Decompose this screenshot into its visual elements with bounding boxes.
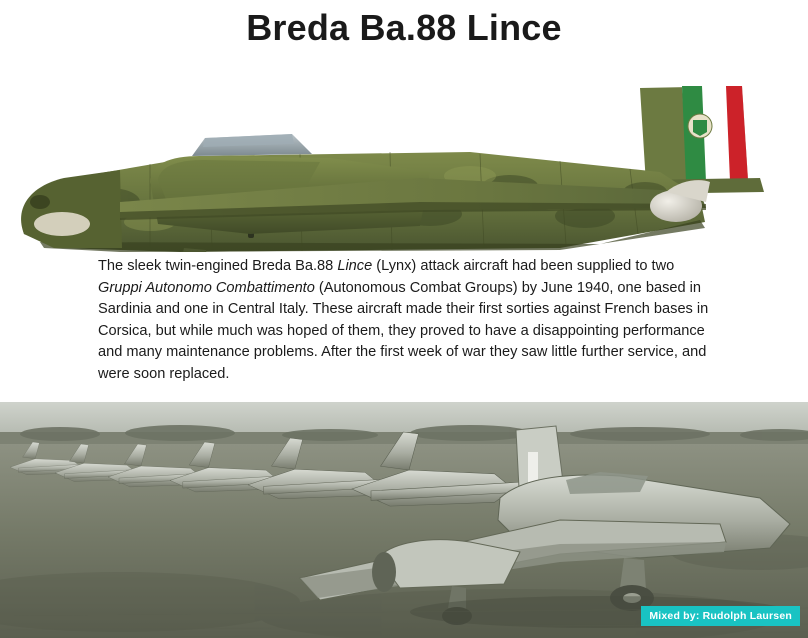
body-segment-2-italic: Lince (337, 258, 373, 274)
aircraft-illustration-svg (0, 52, 808, 252)
aircraft-illustration (0, 52, 808, 252)
page-title: Breda Ba.88 Lince (246, 7, 562, 48)
nose-section (21, 170, 122, 248)
historical-photo (0, 402, 808, 638)
body-segment-3: (Lynx) attack aircraft had been supplied to two (372, 258, 675, 274)
photo-credit: Mixed by: Rudolph Laursen (641, 606, 800, 626)
body-segment-5: (Autonomous Combat Groups) by June 1940, one based in Sardinia and one in Central Italy. These aircraft made their first sorties against French bases in Corsica, but while much was hoped of them, they proved to have a disappointing performance and many maintenance problems. After the first week of war they saw little further service, and were soon replaced. (98, 279, 709, 382)
cockpit-canopy (192, 134, 312, 156)
body-segment-1: The sleek twin-engined Breda Ba.88 (98, 258, 338, 274)
historical-photo-svg (0, 402, 808, 638)
body-paragraph (98, 256, 712, 386)
body-segment-4-italic: Gruppi Autonomo Combattimento (98, 279, 315, 296)
